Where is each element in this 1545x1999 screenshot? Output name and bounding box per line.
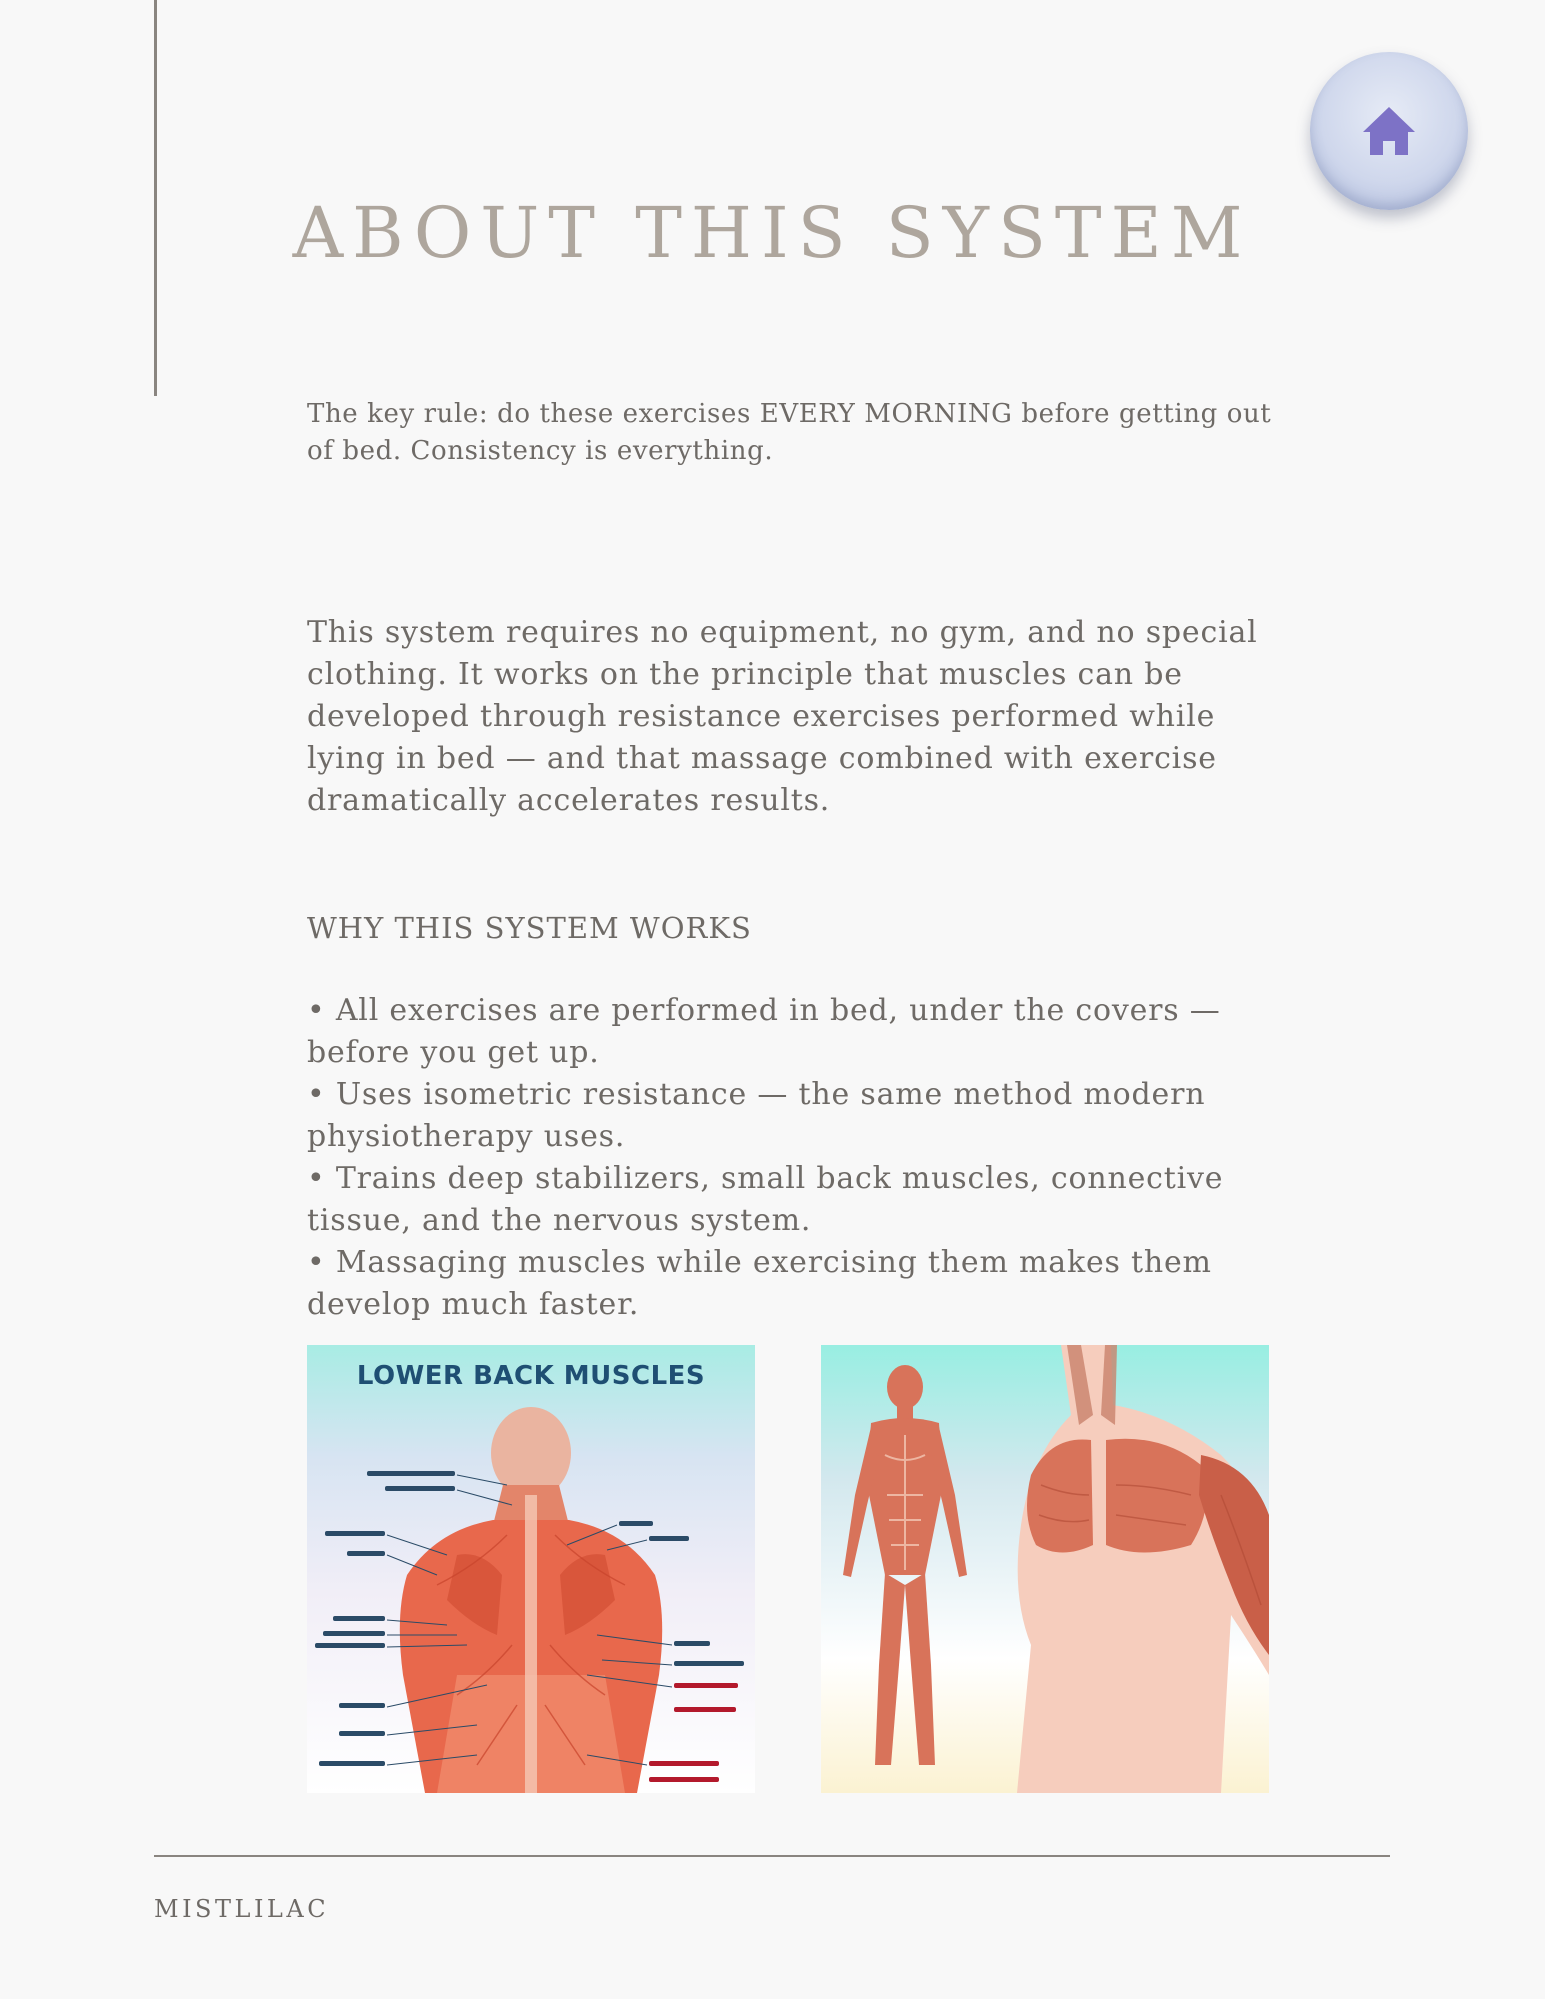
illustration-row: [307, 1345, 1269, 1793]
home-icon: [1359, 101, 1419, 161]
key-rule-text: The key rule: do these exercises EVERY MORNING before getting out of bed. Consistency is everything.: [307, 399, 1272, 466]
back-muscles-drawing: [307, 1345, 755, 1793]
benefits-list: [307, 990, 1277, 1326]
home-button[interactable]: [1310, 52, 1468, 210]
footer-brand: MISTLILAC: [154, 1895, 330, 1923]
section-heading: WHY THIS SYSTEM WORKS: [307, 911, 752, 945]
list-item: • Uses isometric resistance — the same method modern physiotherapy uses.: [307, 1077, 1206, 1154]
full-body-muscles-drawing: [821, 1345, 1269, 1793]
list-item: • All exercises are performed in bed, under the covers — before you get up.: [307, 993, 1221, 1070]
list-item: • Massaging muscles while exercising them makes them develop much faster.: [307, 1245, 1212, 1322]
illustration-heading: LOWER BACK MUSCLES: [356, 1361, 706, 1391]
list-item: • Trains deep stabilizers, small back muscles, connective tissue, and the nervous system.: [307, 1161, 1224, 1238]
main-content: [307, 396, 1277, 1326]
back-muscles-illustration: [307, 1345, 755, 1793]
anatomy-illustration: [821, 1345, 1269, 1793]
intro-paragraph: This system requires no equipment, no gym, and no special clothing. It works on the principle that muscles can be developed through resistance exercises performed while lying in bed — and that massage combined with exercise dramatically accelerates results.: [307, 615, 1258, 818]
page-title: ABOUT THIS SYSTEM: [292, 192, 1252, 274]
footer-divider: [154, 1855, 1390, 1857]
